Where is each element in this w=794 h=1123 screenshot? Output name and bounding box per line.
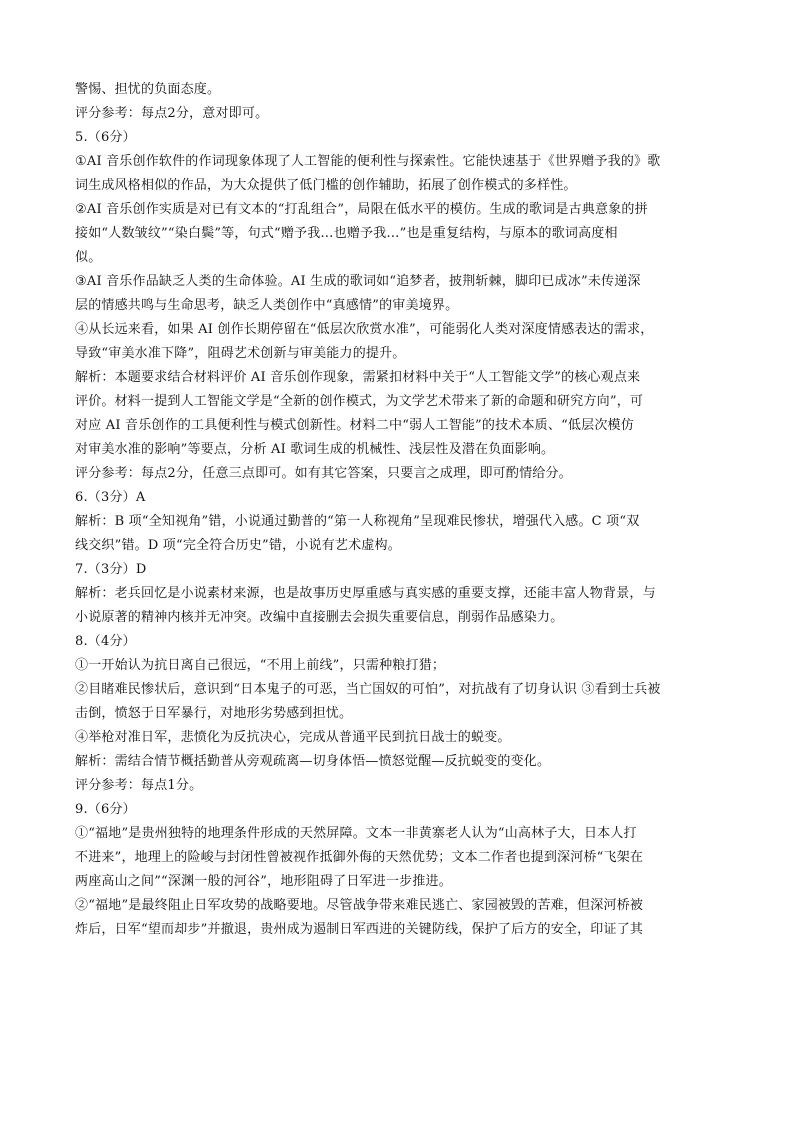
text-line: 对审美水准的影响”等要点，分析 AI 歌词生成的机械性、浅层性及潜在负面影响。 bbox=[75, 442, 555, 457]
text-line: 似。 bbox=[75, 250, 102, 265]
text-line: 层的情感共鸣与生命思考，缺乏人类创作中“真感情”的审美境界。 bbox=[75, 298, 459, 313]
text-line: 对应 AI 音乐创作的工具便利性与模式创新性。材料二中“弱人工智能”的技术本质、“低层次模仿 bbox=[75, 418, 634, 433]
text-line: ①一开始认为抗日离自己很远，“不用上前线”，只需种粮打猎； bbox=[75, 658, 446, 673]
text-line: 警惕、担忧的负面态度。 bbox=[75, 82, 221, 97]
text-line: ④举枪对准日军，悲愤化为反抗决心，完成从普通平民到抗日战士的蜕变。 bbox=[75, 730, 511, 745]
text-line: 评分参考：每点2分，任意三点即可。如有其它答案，只要言之成理，即可酌情给分。 bbox=[75, 466, 572, 481]
text-line: ①AI 音乐创作软件的作词现象体现了人工智能的便利性与探索性。它能快速基于《世界赠予我的》歌 bbox=[75, 154, 661, 169]
question-heading: 6.（3分）A bbox=[75, 490, 146, 505]
text-line: ④从长远来看，如果 AI 创作长期停留在“低层次欣赏水准”，可能弱化人类对深度情感表达的需求， bbox=[75, 322, 654, 337]
question-heading: 9.（6分） bbox=[75, 802, 136, 817]
text-line: 击倒，愤怒于日军暴行，对地形劣势感到担忧。 bbox=[75, 706, 353, 721]
question-heading: 5.（6分） bbox=[75, 130, 136, 145]
text-line: 小说原著的精神内核并无冲突。改编中直接删去会损失重要信息，削弱作品感染力。 bbox=[75, 610, 564, 625]
text-line: 线交织”错。D 项“完全符合历史”错，小说有艺术虚构。 bbox=[75, 538, 401, 553]
text-line: 两座高山之间”“深渊一般的河谷”，地形阻碍了日军进一步推进。 bbox=[75, 874, 452, 889]
answer-document bbox=[75, 78, 723, 942]
text-line: ②AI 音乐创作实质是对已有文本的“打乱组合”，局限在低水平的模仿。生成的歌词是古典意象的拼 bbox=[75, 202, 648, 217]
text-line: 评分参考：每点1分。 bbox=[75, 778, 203, 793]
text-line: 不进来”，地理上的险峻与封闭性曾被视作抵御外侮的天然优势；文本二作者也提到深河桥“飞架在 bbox=[75, 850, 644, 865]
text-line: 解析：本题要求结合材料评价 AI 音乐创作现象，需紧扣材料中关于“人工智能文学”的核心观点来 bbox=[75, 370, 641, 385]
question-heading: 8.（4分） bbox=[75, 634, 136, 649]
text-line: 评价。材料一提到人工智能文学是“全新的创作模式，为文学艺术带来了新的命题和研究方向”，可 bbox=[75, 394, 644, 409]
text-line: 接如“人数皱纹”“染白鬓”等，句式“赠予我…也赠予我…”也是重复结构，与原本的歌词高度相 bbox=[75, 226, 618, 241]
text-line: ②目睹难民惨状后，意识到“日本鬼子的可恶，当亡国奴的可怕”，对抗战有了切身认识 ③看到士兵被 bbox=[75, 682, 661, 697]
text-line: 导致“审美水准下降”，阻碍艺术创新与审美能力的提升。 bbox=[75, 346, 406, 361]
text-line: ②“福地”是最终阻止日军攻势的战略要地。尽管战争带来难民逃亡、家园被毁的苦难，但深河桥被 bbox=[75, 898, 644, 913]
text-line: 炸后，日军“望而却步”并撤退，贵州成为遏制日军西进的关键防线，保护了后方的安全，印证了其 bbox=[75, 922, 644, 937]
question-heading: 7.（3分）D bbox=[75, 562, 147, 577]
text-line: 评分参考：每点2分，意对即可。 bbox=[75, 106, 269, 121]
text-line: 解析：B 项“全知视角”错，小说通过勤普的“第一人称视角”呈现难民惨状，增强代入感。C 项“双 bbox=[75, 514, 640, 529]
text-line: ①“福地”是贵州独特的地理条件形成的天然屏障。文本一非黄寨老人认为“山高林子大，日本人打 bbox=[75, 826, 637, 841]
text-line: ③AI 音乐作品缺乏人类的生命体验。AI 生成的歌词如“追梦者，披荆斩棘，脚印已成冰”未传递深 bbox=[75, 274, 641, 289]
text-line: 解析：老兵回忆是小说素材来源，也是故事历史厚重感与真实感的重要支撑，还能丰富人物背景，与 bbox=[75, 586, 656, 601]
text-line: 解析：需结合情节概括勤普从旁观疏离—切身体悟—愤怒觉醒—反抗蜕变的变化。 bbox=[75, 754, 551, 769]
text-line: 词生成风格相似的作品，为大众提供了低门槛的创作辅助，拓展了创作模式的多样性。 bbox=[75, 178, 577, 193]
